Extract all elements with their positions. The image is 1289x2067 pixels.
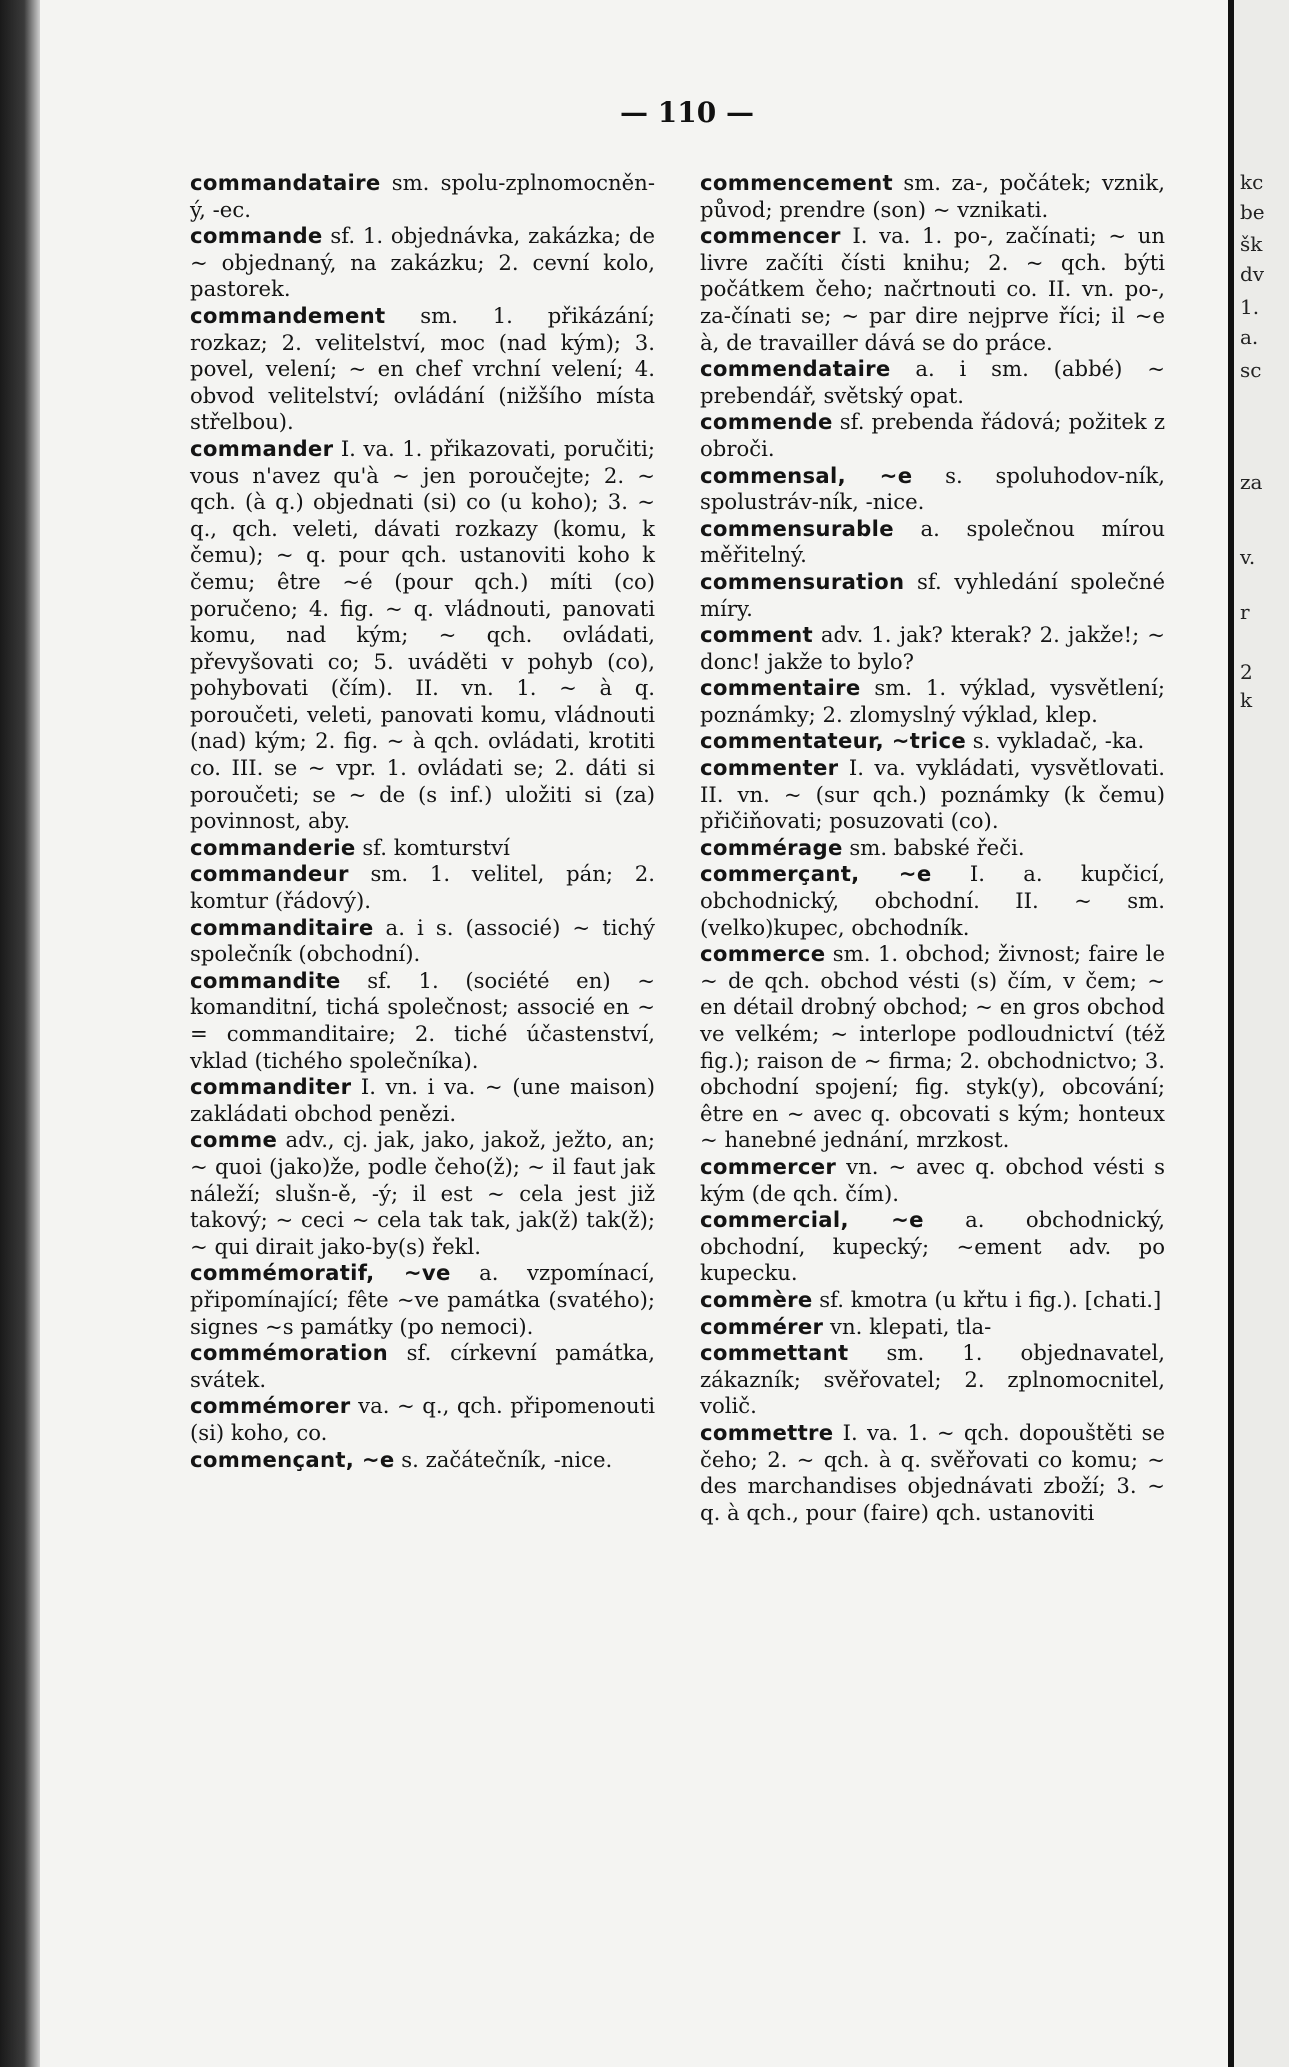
dictionary-entry (700, 170, 1165, 223)
entry-definition: vn. ~ avec q. obchod vésti s kým (de qch. čím). (700, 1153, 1165, 1206)
entry-definition: I. vn. i va. ~ (une maison) zakládati obchod penězi. (190, 1074, 655, 1126)
entry-definition: a. společnou mírou měřitelný. (700, 515, 1165, 568)
book-left-edge (0, 0, 40, 2067)
adjacent-page-fragment: za (1240, 470, 1263, 494)
entry-definition: sm. 1. obchod; živnost; faire le ~ de qch. obchod vésti (s) čím, v čem; ~ en détail drobný obchod; ~ en gros obchod ve velkém; ~ interlope podloudnictví (též fig.); raison de ~ firma; 2. obchodnictvo; 3. obchodní spojení; fig. styk(y), obcování; être en ~ avec q. obcovati s kým; honteux ~ hanebné jednání, mrzkost. (700, 941, 1165, 1153)
adjacent-page-fragment: v. (1240, 545, 1256, 569)
dictionary-entry (190, 1260, 655, 1340)
dictionary-entry (700, 569, 1165, 622)
entry-definition: I. va. 1. přikazovati, poručiti; vous n'avez qu'à ~ jen poroučejte; 2. ~ qch. (à q.) objednati (si) co (u koho); 3. ~ q., qch. veleti, dávati rozkazy (komu, k čemu); ~ q. pour qch. ustanoviti koho k čemu; être ~é (pour qch.) míti (co) poručeno; 4. fig. ~ q. vládnouti, panovati komu, nad kým; ~ qch. ovládati, převyšovati co; 5. uváděti v pohyb (co), pohybovati (čím). II. vn. 1. ~ à q. poroučeti, veleti, panovati komu, vládnouti (nad) kým; 2. fig. ~ à qch. ovládati, krotiti co. III. se ~ vpr. 1. ovládati se; 2. dáti si poroučeti; se ~ de (s inf.) uložiti si (za) povinnost, aby. (190, 435, 655, 834)
entry-definition: sm. za-, počátek; vznik, původ; prendre (son) ~ vznikati. (700, 170, 1165, 222)
dictionary-entry (190, 861, 655, 914)
entry-definition: a. vzpomínací, připomínající; fête ~ve památka (svatého); signes ~s památky (po nemoci). (190, 1260, 655, 1339)
adjacent-page-fragment: kc (1240, 170, 1264, 194)
entry-definition: sm. spolu-zplnomocněn-ý, -ec. (190, 170, 655, 222)
entry-definition: sm. 1. velitel, pán; 2. komtur (řádový). (190, 861, 655, 914)
entry-definition: I. va. 1. po-, začínati; ~ un livre začíti čísti knihu; 2. ~ qch. býti počátkem čeho; načrtnouti co. II. vn. po-, za-čínati se; ~ par dire nejprve říci; il ~e à, de travailler dává se do práce. (700, 223, 1165, 355)
dictionary-entry (700, 861, 1165, 941)
dictionary-entry (700, 516, 1165, 569)
entry-headword: commère (700, 1286, 813, 1312)
entry-definition: a. i s. (associé) ~ tichý společník (obchodní). (190, 914, 655, 967)
adjacent-page-fragment: šk (1240, 232, 1263, 256)
dictionary-entry (700, 622, 1165, 675)
entry-definition: sf. 1. objednávka, zakázka; de ~ objednaný, na zakázku; 2. cevní kolo, pastorek. (190, 223, 655, 302)
adjacent-page-fragment: dv (1240, 262, 1265, 286)
entry-headword: commanditer (190, 1074, 352, 1100)
entry-definition: s. spoluhodov-ník, spolustráv-ník, -nice. (700, 462, 1165, 515)
entry-definition: sf. 1. (société en) ~ komanditní, tichá společnost; associé en ~ = commanditaire; 2. tiché účastenství, vklad (tichého společníka). (190, 967, 655, 1073)
entry-definition: sm. babské řeči. (842, 834, 1025, 860)
dictionary-entry (700, 1314, 1165, 1341)
entry-headword: commémoration (190, 1340, 388, 1366)
entry-headword: commentaire (700, 675, 861, 701)
adjacent-page-fragment: k (1240, 688, 1253, 712)
right-column (700, 170, 1165, 1526)
entry-definition: s. začátečník, -nice. (394, 1446, 613, 1472)
dictionary-entry (700, 1287, 1165, 1314)
entry-headword: commendataire (700, 356, 891, 382)
dictionary-entry (700, 755, 1165, 835)
entry-headword: commerçant, ~e (700, 861, 932, 887)
left-column (190, 170, 655, 1473)
entry-headword: commercer (700, 1153, 837, 1179)
dictionary-entry (190, 170, 655, 223)
dictionary-entry (190, 1127, 655, 1260)
adjacent-page-edge (1234, 0, 1289, 2067)
dictionary-entry (700, 409, 1165, 462)
dictionary-entry (190, 303, 655, 436)
dictionary-entry (700, 675, 1165, 728)
entry-definition: sf. komturství (355, 834, 510, 860)
page-number: — 110 — (620, 96, 754, 129)
adjacent-page-fragment: 1. (1240, 295, 1260, 319)
adjacent-page-fragment: r (1240, 600, 1250, 624)
entry-headword: commanditaire (190, 914, 374, 940)
entry-headword: commettre (700, 1419, 834, 1445)
dictionary-entry (700, 728, 1165, 755)
dictionary-entry (190, 1074, 655, 1127)
entry-headword: commander (190, 435, 334, 461)
entry-headword: commandite (190, 967, 341, 993)
dictionary-entry (700, 835, 1165, 862)
entry-headword: commérage (700, 834, 843, 860)
entry-headword: commérer (700, 1313, 824, 1339)
dictionary-entry (700, 1207, 1165, 1287)
entry-definition: s. vykladač, -ka. (966, 728, 1145, 754)
entry-definition: sm. 1. přikázání; rozkaz; 2. velitelství, moc (nad kým); 3. povel, velení; ~ en chef vrchní velení; 4. obvod velitelství; ovládání (nižšího místa střelbou). (190, 302, 655, 435)
entry-definition: sf. vyhledání společné míry. (700, 568, 1165, 621)
adjacent-page-fragment: a. (1240, 325, 1259, 349)
entry-headword: commercial, ~e (700, 1207, 924, 1233)
dictionary-entry (190, 436, 655, 835)
entry-headword: commettant (700, 1340, 849, 1366)
entry-definition: sf. prebenda řádová; požitek z obroči. (700, 409, 1165, 461)
entry-definition: vn. klepati, tla- (823, 1313, 992, 1339)
dictionary-entry (700, 223, 1165, 356)
entry-headword: commandeur (190, 861, 349, 887)
dictionary-entry (190, 915, 655, 968)
adjacent-page-fragment: be (1240, 200, 1265, 224)
entry-headword: comment (700, 622, 813, 648)
adjacent-page-fragment: sc (1240, 358, 1262, 382)
entry-headword: commande (190, 223, 323, 249)
entry-definition: sf. církevní památka, svátek. (190, 1340, 655, 1392)
entry-headword: commentateur, ~trice (700, 728, 967, 754)
entry-definition: a. obchodnický, obchodní, kupecký; ~ement adv. po kupecku. (700, 1207, 1165, 1286)
entry-definition: sm. 1. objednavatel, zákazník; svěřovatel; 2. zplnomocnitel, volič. (700, 1340, 1165, 1419)
entry-headword: commenter (700, 755, 839, 781)
entry-headword: commandataire (190, 170, 381, 195)
entry-headword: commencement (700, 170, 893, 195)
dictionary-entry (190, 1340, 655, 1393)
dictionary-entry (700, 356, 1165, 409)
dictionary-entry (700, 1340, 1165, 1420)
entry-headword: commémoratif, ~ve (190, 1260, 451, 1286)
entry-headword: commandement (190, 302, 386, 328)
dictionary-entry (190, 1393, 655, 1446)
entry-definition: sf. kmotra (u křtu i fig.). [chati.] (812, 1286, 1162, 1312)
dictionary-entry (700, 463, 1165, 516)
entry-headword: commensuration (700, 568, 905, 594)
entry-headword: commençant, ~e (190, 1446, 395, 1472)
dictionary-entry (190, 968, 655, 1074)
dictionary-entry (700, 1154, 1165, 1207)
dictionary-entry (700, 1420, 1165, 1526)
dictionary-entry (700, 941, 1165, 1154)
entry-headword: commensal, ~e (700, 462, 913, 488)
adjacent-page-fragment: 2 (1240, 660, 1253, 684)
entry-headword: commende (700, 409, 833, 435)
entry-headword: commencer (700, 223, 841, 249)
entry-headword: commerce (700, 941, 826, 967)
entry-definition: va. ~ q., qch. připomenouti (si) koho, co. (190, 1393, 655, 1445)
entry-headword: comme (190, 1127, 278, 1153)
entry-definition: I. a. kupčicí, obchodnický, obchodní. II. ~ sm. (velko)kupec, obchodník. (700, 861, 1166, 940)
entry-definition: sm. 1. výklad, vysvětlení; poznámky; 2. zlomyslný výklad, klep. (700, 675, 1165, 727)
dictionary-entry (190, 835, 655, 862)
entry-definition: I. va. vykládati, vysvětlovati. II. vn. ~ (sur qch.) poznámky (k čemu) přičiňovati; posuzovati (co). (700, 755, 1165, 834)
entry-headword: commanderie (190, 834, 356, 860)
entry-definition: adv., cj. jak, jako, jakož, ježto, an; ~ quoi (jako)že, podle čeho(ž); ~ il faut jak náleží; slušn-ě, -ý; il est ~ cela jest již takový; ~ ceci ~ cela tak tak, jak(ž) tak(ž); ~ qui dirait jako-by(s) řekl. (190, 1127, 655, 1259)
entry-definition: I. va. 1. ~ qch. dopouštěti se čeho; 2. ~ qch. à q. svěřovati co komu; ~ des marchandises objednávati zboží; 3. ~ q. à qch., pour (faire) qch. ustanoviti (700, 1419, 1165, 1525)
entry-headword: commémorer (190, 1393, 351, 1419)
entry-definition: a. i sm. (abbé) ~ prebendář, světský opat. (700, 356, 1165, 408)
dictionary-entry (190, 223, 655, 303)
entry-headword: commensurable (700, 515, 894, 541)
dictionary-entry (190, 1447, 655, 1474)
entry-definition: adv. 1. jak? kterak? 2. jakže!; ~ donc! jakže to bylo? (700, 622, 1165, 674)
